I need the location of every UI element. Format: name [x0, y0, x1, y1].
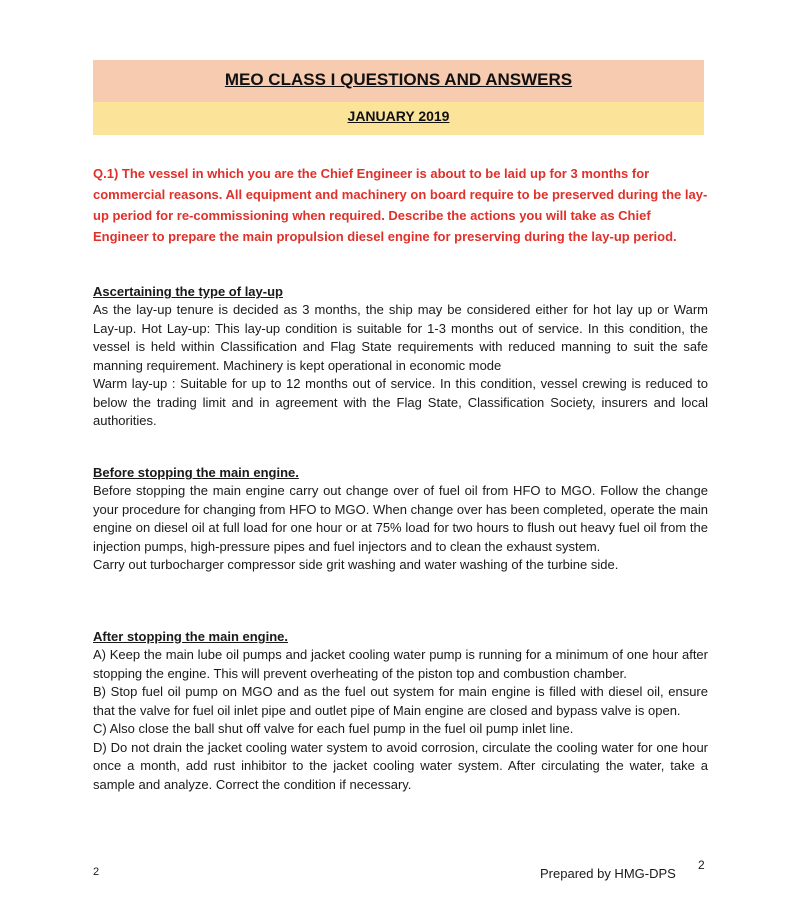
- section-after-stopping: [93, 628, 708, 794]
- section-heading: Before stopping the main engine.: [93, 465, 299, 480]
- page-number: 2: [93, 866, 100, 878]
- section-layup-type: [93, 283, 708, 431]
- section-paragraph: Carry out turbocharger compressor side grit washing and water washing of the turbine side.: [93, 557, 619, 572]
- section-heading: After stopping the main engine.: [93, 629, 289, 644]
- section-paragraph: Warm lay-up : Suitable for up to 12 months out of service. In this condition, vessel crewing is reduced to below the trading limit and in agreement with the Flag State, Classification Society, insurers and local authorities.: [93, 376, 708, 428]
- page-number-superscript: 2: [698, 858, 705, 872]
- section-paragraph: As the lay-up tenure is decided as 3 months, the ship may be considered either for hot lay up or Warm Lay-up. Hot Lay-up: This lay-up condition is suitable for 1-3 months out of service. In this condition, the vessel is held within Classification and Flag State requirements with reduced manning to suit the safe manning requirement. Machinery is kept operational in economic mode: [93, 302, 708, 373]
- question-text: Q.1) The vessel in which you are the Chief Engineer is about to be laid up for 3 months for commercial reasons. All equipment and machinery on board require to be preserved during the lay-up period for re-commissioning when required. Describe the actions you will take as Chief Engineer to prepare the main propulsion diesel engine for preserving during the lay-up period.: [93, 166, 708, 244]
- section-paragraph: A) Keep the main lube oil pumps and jacket cooling water pump is running for a minimum of one hour after stopping the engine. This will prevent overheating of the piston top and combustion chamber.: [93, 647, 708, 681]
- section-heading: Ascertaining the type of lay-up: [93, 284, 283, 299]
- section-paragraph: D) Do not drain the jacket cooling water system to avoid corrosion, circulate the cooling water for one hour once a month, add rust inhibitor to the jacket cooling water system. After circulating the water, take a sample and analyze. Correct the condition if necessary.: [93, 739, 708, 792]
- prepared-by-footer: Prepared by HMG-DPS: [540, 866, 676, 881]
- section-paragraph: B) Stop fuel oil pump on MGO and as the fuel out system for main engine is filled with diesel oil, ensure that the valve for fuel oil inlet pipe and outlet pipe of Main engine are closed and bypass valve is open.: [93, 684, 708, 718]
- document-date: JANUARY 2019: [347, 108, 450, 124]
- document-title: MEO CLASS I QUESTIONS AND ANSWERS: [224, 70, 573, 89]
- section-paragraph: C) Also close the ball shut off valve for each fuel pump in the fuel oil pump inlet line.: [93, 721, 574, 736]
- section-before-stopping: [93, 464, 708, 575]
- section-paragraph: Before stopping the main engine carry out change over of fuel oil from HFO to MGO. Follow the change your procedure for changing from HFO to MGO. When change over has been completed, operate the main engine on diesel oil at full load for one hour or at 75% load for two hours to flush out heavy fuel oil from the injection pumps, high-pressure pipes and fuel injectors and to clean the exhaust system.: [93, 483, 708, 554]
